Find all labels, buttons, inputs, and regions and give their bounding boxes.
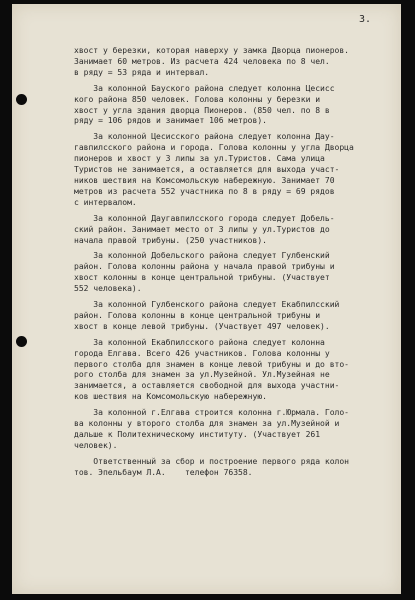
text-line: Туристов не занимается, а оставляется для выхода участ- <box>74 165 340 175</box>
text-line: За колонной Екабпилсского района следует колонна <box>74 337 325 347</box>
punch-hole-bottom <box>16 336 27 347</box>
text-line: За колонной Бауского района следует колонна Цесисс <box>74 83 335 93</box>
text-line: ряду = 106 рядов и занимает 106 метров). <box>74 116 267 126</box>
paragraph <box>74 338 392 403</box>
paragraph <box>74 46 392 79</box>
text-line: тов. Эпельбаум Л.А. телефон 76358. <box>74 467 253 477</box>
text-line: район. Голова колонны в конце центральной трибуны и <box>74 310 321 320</box>
paragraph <box>74 84 392 128</box>
text-line: с интервалом. <box>74 197 137 207</box>
text-line: ников шествия на Комсомольскую набережную. Занимает 70 <box>74 175 335 185</box>
text-line: За колонной Гулбенского района следует Екабпилсский <box>74 300 340 310</box>
text-line: метров из расчета 552 участника по 8 в ряду = 69 рядов <box>74 186 335 196</box>
document-body <box>74 46 392 484</box>
text-line: хвост у угла здания дворца Пионеров. (850 чел. по 8 в <box>74 105 330 115</box>
text-line: хвост у березки, которая наверху у замка Дворца пионеров. <box>74 46 350 55</box>
text-line: За колонной г.Елгава строится колонна г.Юрмала. Голо- <box>74 408 350 418</box>
text-line: Занимает 60 метров. Из расчета 424 человека по 8 чел. <box>74 56 330 66</box>
text-line: ков шествия на Комсомольскую набережную. <box>74 392 267 402</box>
text-line: занимается, а оставляется свободной для выхода участни- <box>74 381 340 391</box>
text-line: хвост колонны в конце центральной трибуны. (Участвует <box>74 273 330 283</box>
text-line: человек). <box>74 440 118 450</box>
text-line: хвост в конце левой трибуны. (Участвует 497 человек). <box>74 321 330 331</box>
paragraph <box>74 300 392 333</box>
text-line: Ответственный за сбор и построение первого ряда колон <box>74 456 350 466</box>
document-page <box>12 4 401 594</box>
text-line: район. Голова колонны района у начала правой трибуны и <box>74 262 335 272</box>
text-line: дальше к Политехническому институту. (Участвует 261 <box>74 430 321 439</box>
text-line: За колонной Добельского района следует Гулбенский <box>74 251 330 261</box>
paragraph <box>74 408 392 452</box>
text-line: пионеров и хвост у 3 липы за ул.Туристов. Сама улица <box>74 154 325 164</box>
text-line: в ряду = 53 ряда и интервал. <box>74 67 210 77</box>
text-line: За колонной Цесисского района следует колонна Дау- <box>74 132 335 142</box>
text-line: гавпилсского района и города. Голова колонны у угла Дворца <box>74 143 354 153</box>
punch-hole-top <box>16 94 27 105</box>
text-line: города Елгава. Всего 426 участников. Голова колонны у <box>74 348 330 358</box>
paragraph <box>74 132 392 208</box>
paragraph <box>74 251 392 295</box>
paragraph <box>74 457 392 479</box>
text-line: ский район. Занимает место от 3 липы у ул.Туристов до <box>74 224 330 234</box>
text-line: начала правой трибуны. (250 участников). <box>74 235 267 245</box>
text-line: 552 человека). <box>74 284 142 294</box>
paragraph <box>74 214 392 247</box>
text-line: первого столба для знамен в конце левой трибуны и до вто- <box>74 359 350 369</box>
page-number: 3. <box>358 14 371 25</box>
text-line: ва колонны у второго столба для знамен за ул.Музейной и <box>74 419 340 429</box>
text-line: кого района 850 человек. Голова колонны у березки и <box>74 94 321 104</box>
text-line: За колонной Даугавпилсского города следует Добель- <box>74 213 335 223</box>
text-line: рого столба для знамен за ул.Музейной. Ул.Музейная не <box>74 370 330 380</box>
